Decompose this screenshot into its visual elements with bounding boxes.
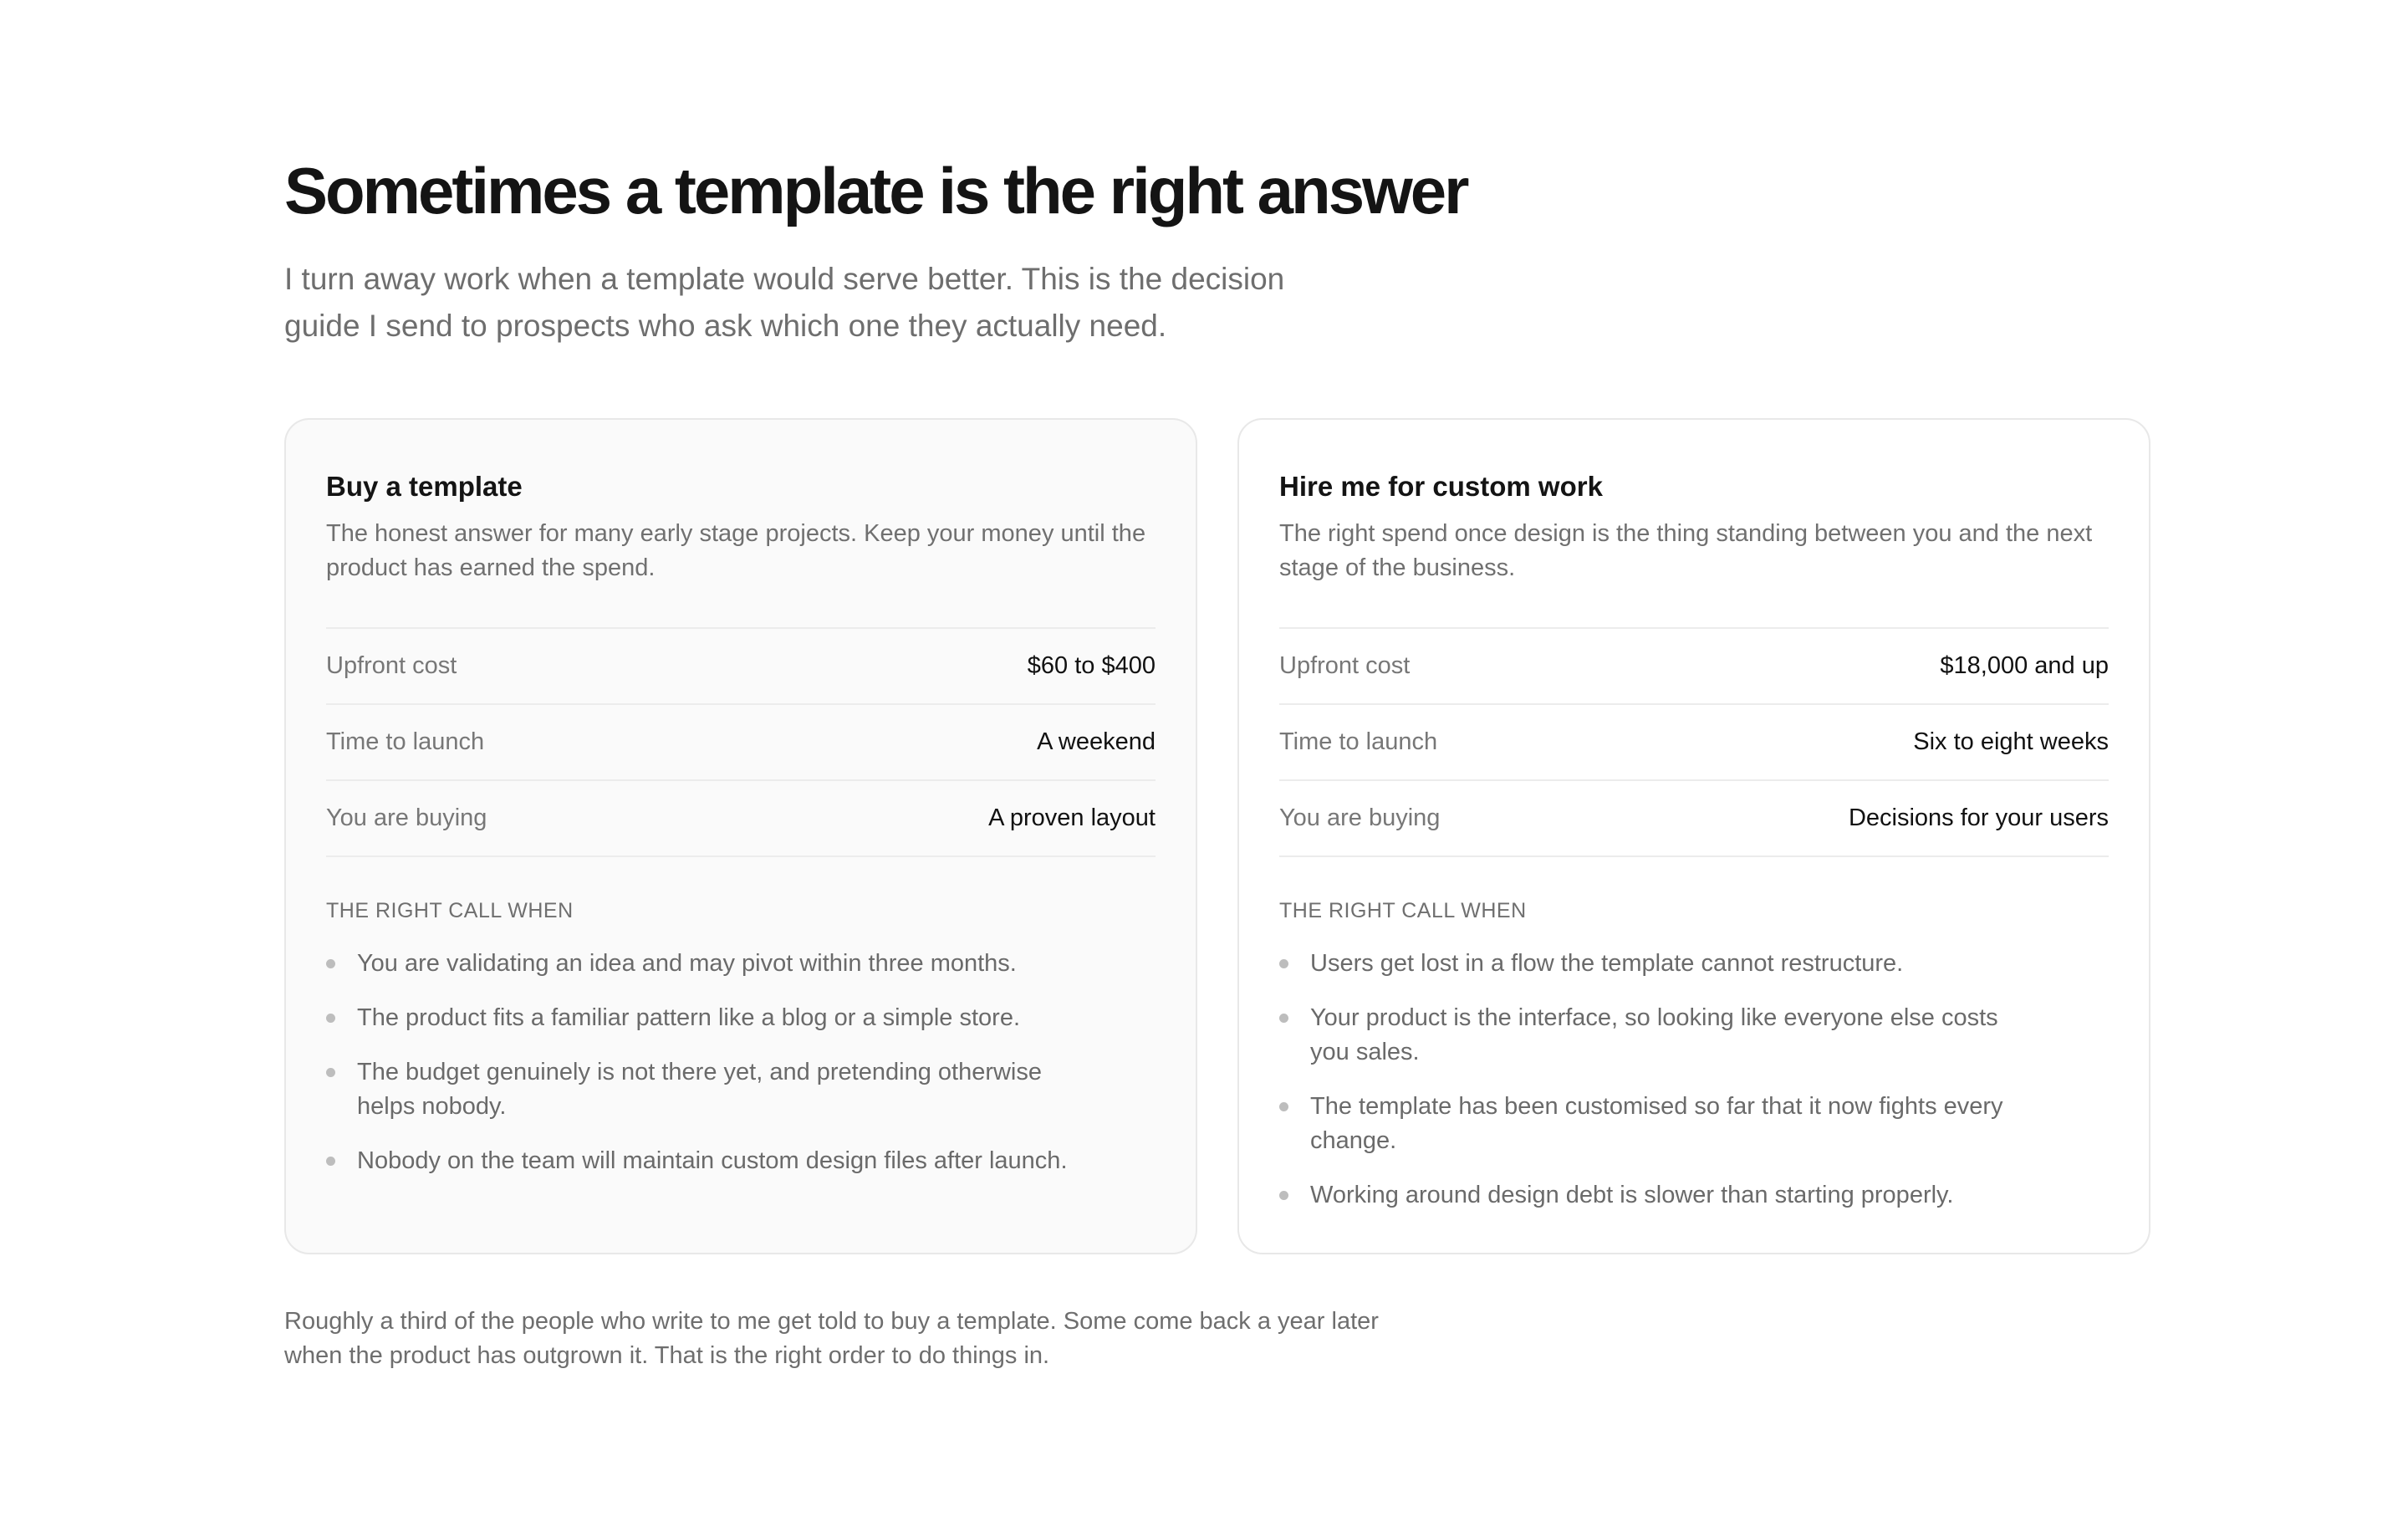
bullet-dot-icon [326,1014,335,1023]
list-item [326,1001,1079,1035]
bullet-dot-icon [326,959,335,968]
list-item-text: Users get lost in a flow the template cannot restructure. [1310,950,1904,977]
fact-value: Decisions for your users [1848,804,2109,831]
footer-note: Roughly a third of the people who write to me get told to buy a template. Some come back a year later when the product has outgrown it. That is the right order to do things in. [284,1308,1379,1369]
list-item-text: The template has been customised so far that it now fights every change. [1310,1093,2003,1154]
bullet-dot-icon [326,1068,335,1077]
card-title: Hire me for custom work [1279,471,1603,502]
list-item [1279,1178,2032,1213]
list-item-text: You are validating an idea and may pivot within three months. [357,950,1017,977]
bullet-dot-icon [1279,959,1288,968]
list-item-text: The budget genuinely is not there yet, and pretending otherwise helps nobody. [357,1059,1042,1120]
criteria-list [1279,947,2109,1213]
criteria-list [326,947,1156,1178]
list-item [326,1055,1079,1124]
list-item [1279,1090,2032,1158]
bullet-dot-icon [1279,1014,1288,1023]
fact-label: Upfront cost [326,652,457,679]
fact-label: You are buying [326,804,487,831]
bullet-dot-icon [1279,1191,1288,1200]
list-item [326,947,1079,981]
fact-value: A weekend [1037,728,1156,755]
fact-row-time-to-launch [1279,705,2109,781]
section-label: THE RIGHT CALL WHEN [326,899,574,922]
section-label: THE RIGHT CALL WHEN [1279,899,1527,922]
facts-table [1279,627,2109,857]
fact-row-you-are-buying [326,781,1156,857]
fact-value: $18,000 and up [1940,652,2109,679]
card-description: The honest answer for many early stage projects. Keep your money until the product has earned the spend. [326,520,1146,581]
list-item-text: Working around design debt is slower than starting properly. [1310,1182,1954,1208]
fact-value: $60 to $400 [1027,652,1156,679]
list-item-text: Your product is the interface, so looking like everyone else costs you sales. [1310,1004,1998,1065]
list-item [1279,947,2032,981]
fact-row-time-to-launch [326,705,1156,781]
custom-work-card [1237,418,2150,1254]
card-description: The right spend once design is the thing standing between you and the next stage of the business. [1279,520,2093,581]
fact-label: Time to launch [1279,728,1438,755]
fact-row-upfront-cost [1279,629,2109,705]
bullet-dot-icon [326,1157,335,1166]
card-title: Buy a template [326,471,523,502]
fact-value: Six to eight weeks [1913,728,2109,755]
list-item-text: Nobody on the team will maintain custom design files after launch. [357,1147,1068,1174]
comparison-cards [284,418,2149,1254]
fact-label: Time to launch [326,728,485,755]
page-title: Sometimes a template is the right answer [284,154,1467,227]
list-item [1279,1001,2032,1070]
bullet-dot-icon [1279,1102,1288,1111]
list-item [326,1144,1079,1178]
fact-value: A proven layout [988,804,1156,831]
fact-label: You are buying [1279,804,1441,831]
fact-label: Upfront cost [1279,652,1411,679]
fact-row-you-are-buying [1279,781,2109,857]
template-card [284,418,1197,1254]
intro-paragraph: I turn away work when a template would serve better. This is the decision guide I send to prospects who ask which one they actually need. [284,262,1285,343]
fact-row-upfront-cost [326,629,1156,705]
facts-table [326,627,1156,857]
list-item-text: The product fits a familiar pattern like a blog or a simple store. [357,1004,1021,1031]
